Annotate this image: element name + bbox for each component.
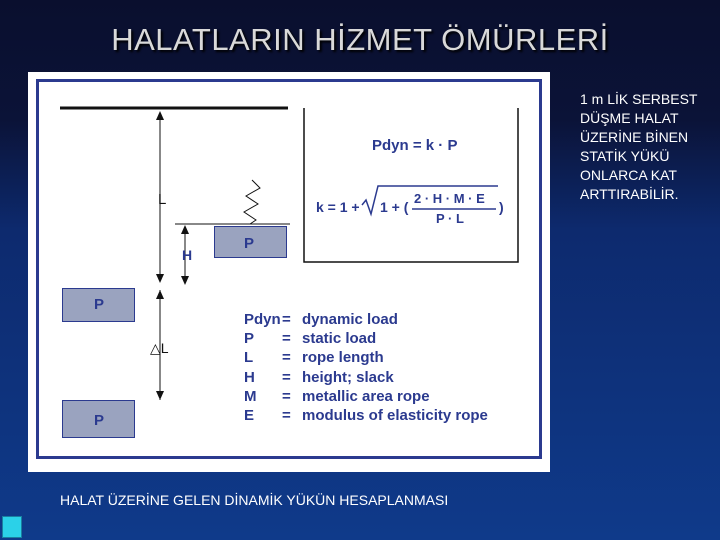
arrowhead-up-icon <box>156 290 164 299</box>
label-height: H <box>182 247 193 263</box>
side-note: 1 m LİK SERBEST DÜŞME HALAT ÜZERİNE BİNEN STATİK YÜKÜ ONLARCA KAT ARTTIRABİLİR. <box>580 91 698 202</box>
arrowhead-down-icon <box>156 391 164 400</box>
symbol-legend <box>244 311 488 426</box>
legend-row: E = modulus of elasticity rope <box>244 406 488 424</box>
legend-row: L = rope length <box>244 349 384 367</box>
formula-denominator: P · L <box>436 211 464 226</box>
legend-row: P = static load <box>244 330 377 348</box>
arrowhead-down-icon <box>156 274 164 283</box>
label-p-middle: P <box>94 296 105 313</box>
label-length: L <box>158 191 167 208</box>
legend-row: H = height; slack <box>244 368 394 386</box>
arrowhead-down-icon <box>181 276 189 285</box>
label-elongation: △L <box>150 340 169 356</box>
formula-close-paren: ) <box>499 199 504 215</box>
arrowhead-up-icon <box>156 111 164 120</box>
corner-button[interactable] <box>2 516 22 538</box>
label-p-bottom: P <box>94 412 105 429</box>
formula-numerator: 2 · H · M · E <box>414 191 485 206</box>
slide-title: HALATLARIN HİZMET ÖMÜRLERİ <box>111 22 609 57</box>
legend-row: Pdyn= dynamic load <box>244 311 398 328</box>
legend-row: M = metallic area rope <box>244 387 430 405</box>
formula-dynamic-load: Pdyn = k · P <box>372 137 458 154</box>
label-p-top: P <box>244 235 255 252</box>
arrowhead-up-icon <box>181 225 189 234</box>
formula-k-lhs: k = 1 + <box>316 199 360 215</box>
formula-box <box>304 108 518 262</box>
figure-caption: HALAT ÜZERİNE GELEN DİNAMİK YÜKÜN HESAPLANMASI <box>60 492 449 508</box>
slack-rope-icon <box>244 180 260 224</box>
formula-k-inner: 1 + ( <box>380 199 409 215</box>
